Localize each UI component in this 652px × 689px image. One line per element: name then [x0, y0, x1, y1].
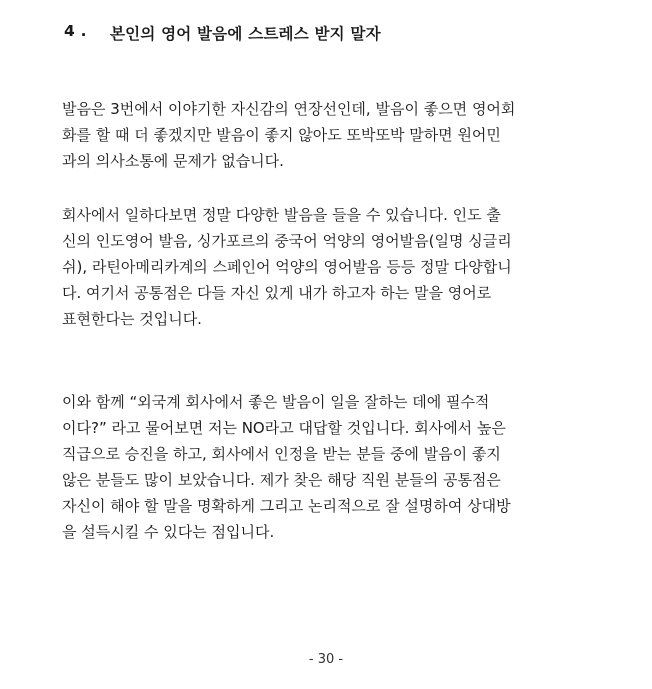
paragraph-line: 다. 여기서 공통점은 다들 자신 있게 내가 하고자 하는 말을 영어로 — [62, 284, 492, 302]
paragraph-line: 발음은 3번에서 이야기한 자신감의 연장선인데, 발음이 좋으면 영어회 — [62, 100, 516, 118]
paragraph-line: 과의 의사소통에 문제가 없습니다. — [62, 152, 284, 170]
page-number: - 30 - — [308, 652, 344, 667]
paragraph-2 — [62, 202, 612, 332]
paragraph-line: 자신이 해야 할 말을 명확하게 그리고 논리적으로 잘 설명하여 상대방 — [62, 497, 511, 515]
section-heading — [64, 22, 604, 44]
paragraph-line: 이와 함께 “외국계 회사에서 좋은 발음이 일을 잘하는 데에 필수적 — [62, 393, 490, 411]
paragraph-line: 표현한다는 것입니다. — [62, 310, 202, 328]
paragraph-3 — [62, 389, 612, 545]
paragraph-line: 직급으로 승진을 하고, 회사에서 인정을 받는 분들 중에 발음이 좋지 — [62, 445, 501, 463]
paragraph-line: 이다?” 라고 물어보면 저는 NO라고 대답할 것입니다. 회사에서 높은 — [62, 419, 506, 437]
section-title: 본인의 영어 발음에 스트레스 받지 말자 — [110, 25, 381, 43]
paragraph-line: 을 설득시킬 수 있다는 점입니다. — [62, 523, 275, 541]
paragraph-line: 않은 분들도 많이 보았습니다. 제가 찾은 해당 직원 분들의 공통점은 — [62, 471, 501, 489]
paragraph-line: 신의 인도영어 발음, 싱가포르의 중국어 억양의 영어발음(일명 싱글리 — [62, 232, 512, 250]
paragraph-line: 회사에서 일하다보면 정말 다양한 발음을 들을 수 있습니다. 인도 출 — [62, 206, 501, 224]
section-number: 4 . — [64, 22, 87, 40]
paragraph-line: 화를 할 때 더 좋겠지만 발음이 좋지 않아도 또박또박 말하면 원어민 — [62, 126, 501, 144]
body-text — [62, 96, 612, 545]
paragraph-1 — [62, 96, 612, 174]
paragraph-line: 쉬), 라틴아메리카계의 스페인어 억양의 영어발음 등등 정말 다양합니 — [62, 258, 512, 276]
